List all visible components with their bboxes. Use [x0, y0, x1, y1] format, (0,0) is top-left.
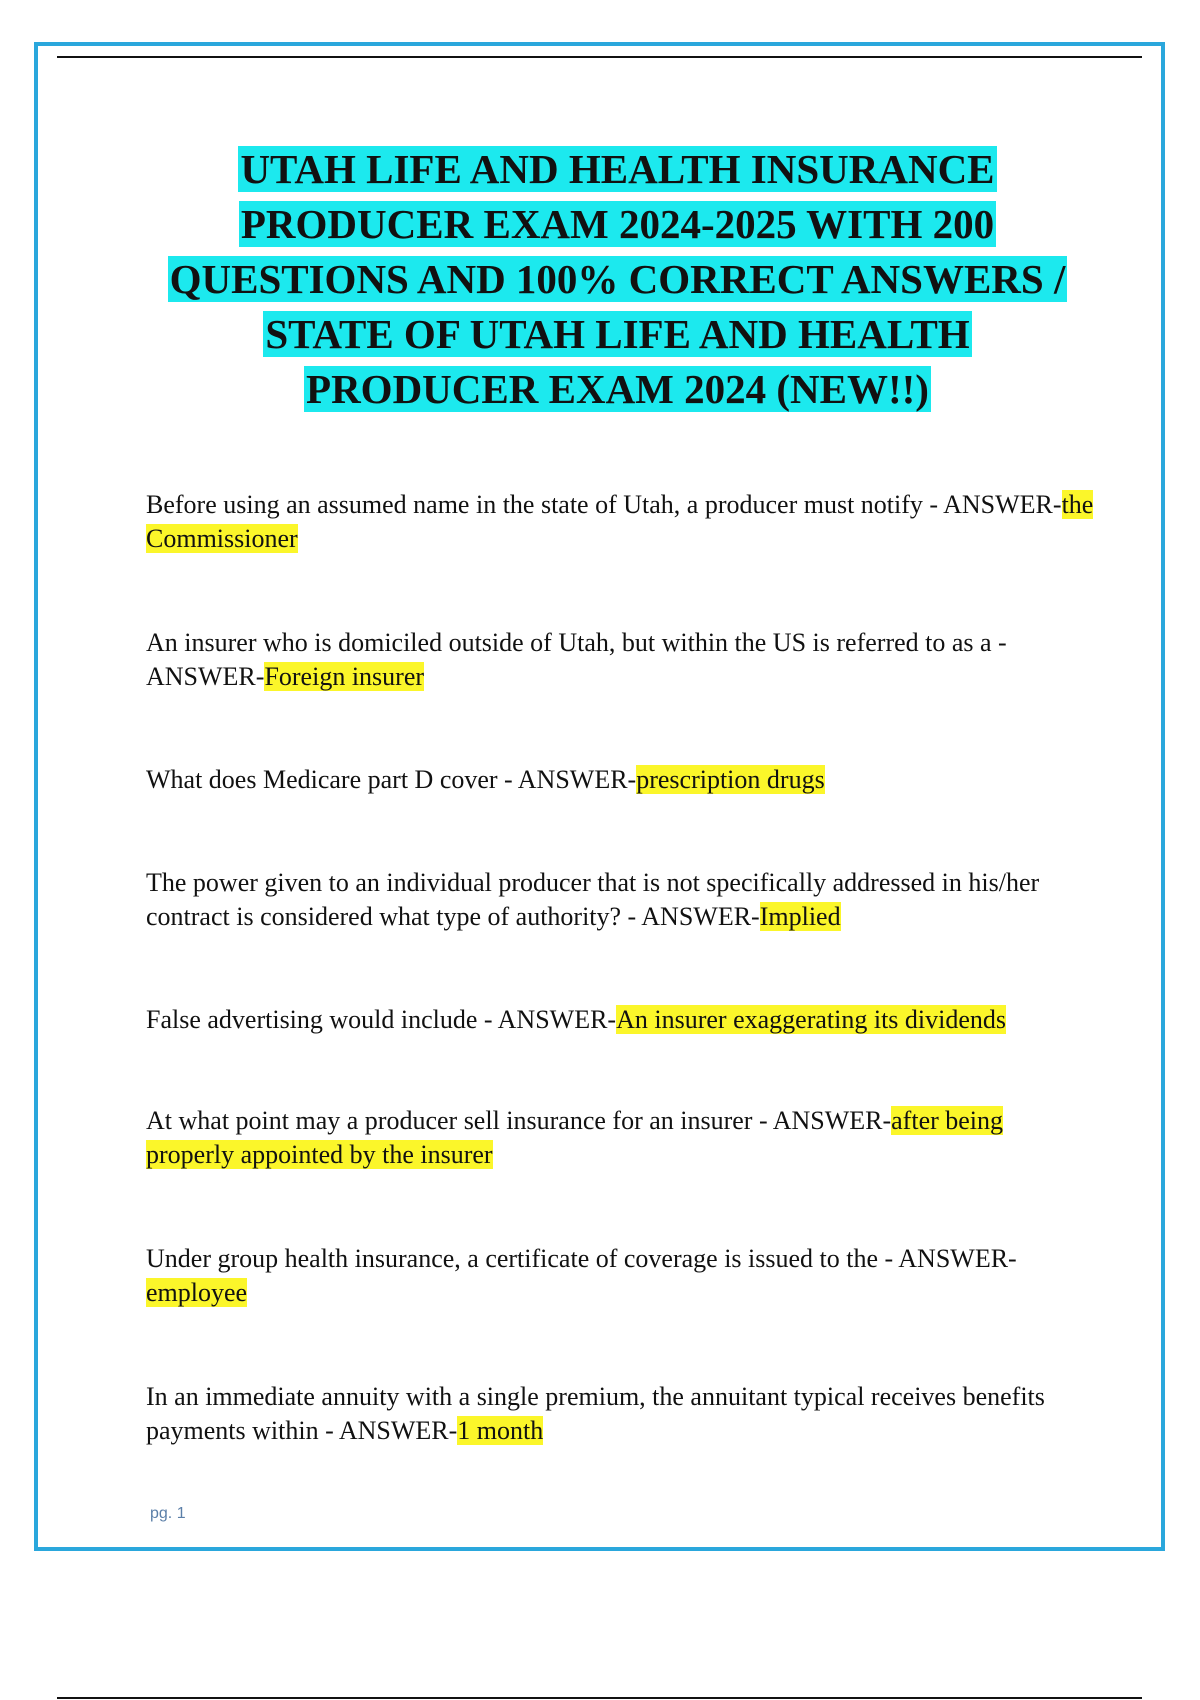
- question-text: In an immediate annuity with a single premium, the annuitant typical receives benefits payments within - ANSWER-: [146, 1382, 1045, 1445]
- answer-text: An insurer exaggerating its dividends: [616, 1005, 1007, 1034]
- document-title: [150, 142, 1085, 417]
- answer-text: after being properly appointed by the insurer: [146, 1106, 1004, 1169]
- answer-text: Foreign insurer: [264, 662, 425, 691]
- answer-text: Implied: [759, 902, 841, 931]
- qa-item-6: [146, 1104, 1096, 1172]
- qa-item-2: [146, 626, 1096, 694]
- question-text: An insurer who is domiciled outside of Utah, but within the US is referred to as a - ANSWER-: [146, 628, 1007, 691]
- question-text: Before using an assumed name in the state of Utah, a producer must notify - ANSWER-: [146, 490, 1062, 519]
- qa-item-5: [146, 1003, 1096, 1037]
- question-text: False advertising would include - ANSWER-: [146, 1005, 617, 1034]
- answer-text: employee: [146, 1278, 248, 1307]
- question-text: The power given to an individual producer that is not specifically addressed in his/her contract is considered what type of authority? - ANSWER-: [146, 868, 1040, 931]
- answer-text: 1 month: [457, 1416, 544, 1445]
- answer-text: prescription drugs: [636, 765, 825, 794]
- qa-item-4: [146, 866, 1096, 934]
- qa-item-7: [146, 1242, 1096, 1310]
- question-text: What does Medicare part D cover - ANSWER-: [146, 765, 637, 794]
- qa-item-1: [146, 488, 1096, 556]
- bottom-rule: [57, 1697, 1142, 1699]
- answer-text: the Commissioner: [146, 490, 1094, 553]
- page-number: pg. 1: [150, 1505, 186, 1522]
- title-text: UTAH LIFE AND HEALTH INSURANCE PRODUCER EXAM 2024-2025 WITH 200 QUESTIONS AND 100% CORRECT ANSWERS / STATE OF UTAH LIFE AND HEALTH PRODUCER EXAM 2024 (NEW!!): [169, 146, 1066, 412]
- question-text: At what point may a producer sell insurance for an insurer - ANSWER-: [146, 1106, 892, 1135]
- qa-item-8: [146, 1380, 1096, 1448]
- qa-item-3: [146, 763, 1096, 797]
- question-text: Under group health insurance, a certificate of coverage is issued to the - ANSWER-: [146, 1244, 1017, 1273]
